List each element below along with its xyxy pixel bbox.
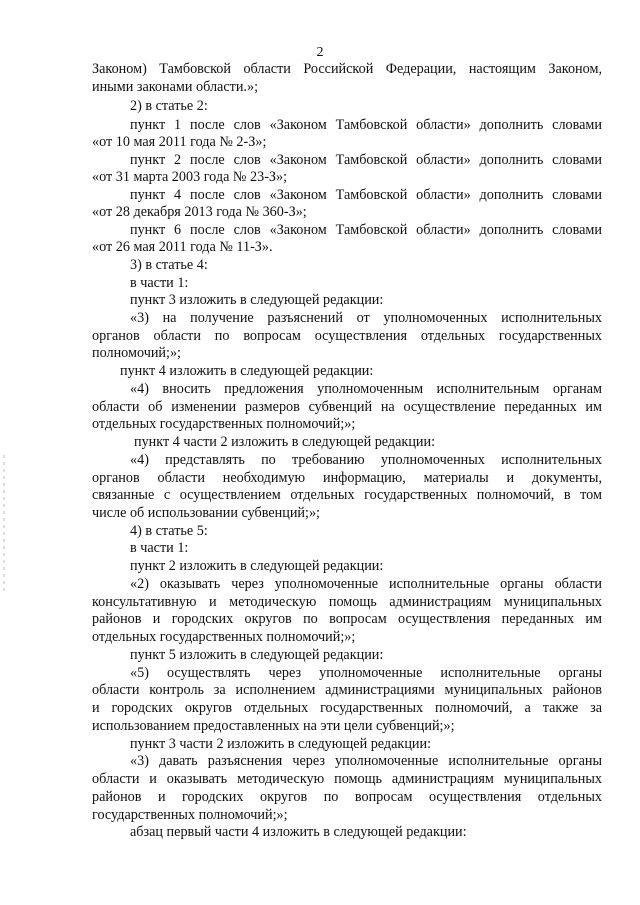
text-line: «от 28 декабря 2013 года № 360-З»; [92, 204, 307, 220]
text-line: пункт 4 изложить в следующей редакции: [120, 363, 374, 379]
text-line: органов области необходимую информацию, материалы и документы, [92, 470, 602, 486]
text-line: «3) на получение разъяснений от уполномоченных исполнительных [130, 310, 602, 326]
text-line: «4) представлять по требованию уполномоченных исполнительных [130, 452, 602, 468]
text-line: Законом) Тамбовской области Российской Федерации, настоящим Законом, [92, 61, 602, 77]
text-line: 2) в статье 2: [130, 98, 208, 114]
text-line: «2) оказывать через уполномоченные исполнительные органы области [130, 576, 602, 592]
text-line: полномочий;»; [92, 345, 181, 361]
text-line: пункт 4 после слов «Законом Тамбовской области» дополнить словами [130, 187, 602, 203]
text-line: абзац первый части 4 изложить в следующей редакции: [130, 824, 467, 840]
text-line: «5) осуществлять через уполномоченные исполнительные органы [130, 665, 602, 681]
text-line: отдельных государственных полномочий;»; [92, 629, 356, 645]
scan-edge-mark [3, 455, 5, 595]
text-line: области об изменении размеров субвенций на осуществление переданных им [92, 399, 602, 415]
text-line: использованием предоставленных на эти цели субвенций;»; [92, 718, 455, 734]
text-line: области контроль за исполнением администрациями муниципальных районов [92, 682, 602, 698]
text-line: пункт 6 после слов «Законом Тамбовской области» дополнить словами [130, 222, 602, 238]
text-line: районов и городских округов по вопросам осуществления переданных им [92, 611, 602, 627]
text-line: органов области по вопросам осуществления отдельных государственных [92, 328, 602, 344]
text-line: районов и городских округов по вопросам осуществления отдельных [92, 789, 602, 805]
text-line: отдельных государственных полномочий;»; [92, 416, 356, 432]
text-line: в части 1: [130, 540, 189, 556]
text-line: пункт 2 после слов «Законом Тамбовской области» дополнить словами [130, 152, 602, 168]
text-line: пункт 3 части 2 изложить в следующей редакции: [130, 736, 432, 752]
text-line: пункт 3 изложить в следующей редакции: [130, 292, 384, 308]
text-line: пункт 4 части 2 изложить в следующей редакции: [134, 434, 436, 450]
text-line: области и оказывать методическую помощь администрациям муниципальных [92, 771, 602, 787]
text-line: 4) в статье 5: [130, 523, 208, 539]
text-line: «4) вносить предложения уполномоченным исполнительным органам [130, 381, 602, 397]
text-line: государственных полномочий;»; [92, 807, 288, 823]
text-line: «от 10 мая 2011 года № 2-З»; [92, 134, 267, 150]
text-line: пункт 1 после слов «Законом Тамбовской области» дополнить словами [130, 117, 602, 133]
text-line: «от 26 мая 2011 года № 11-З». [92, 239, 273, 255]
text-line: «от 31 марта 2003 года № 23-З»; [92, 169, 288, 185]
text-line: пункт 5 изложить в следующей редакции: [130, 647, 384, 663]
text-line: и городских округов отдельных государственных полномочий, а также за [92, 700, 602, 716]
text-line: «3) давать разъяснения через уполномоченные исполнительные органы [130, 753, 602, 769]
text-line: связанные с осуществлением отдельных государственных полномочий, в том [92, 487, 602, 503]
text-line: пункт 2 изложить в следующей редакции: [130, 558, 384, 574]
text-line: в части 1: [130, 275, 189, 291]
text-line: 3) в статье 4: [130, 257, 208, 273]
text-line: иными законами области.»; [92, 79, 259, 95]
text-line: числе об использовании субвенций;»; [92, 505, 320, 521]
text-line: консультативную и методическую помощь администрациям муниципальных [92, 594, 602, 610]
page-number: 2 [316, 45, 324, 60]
